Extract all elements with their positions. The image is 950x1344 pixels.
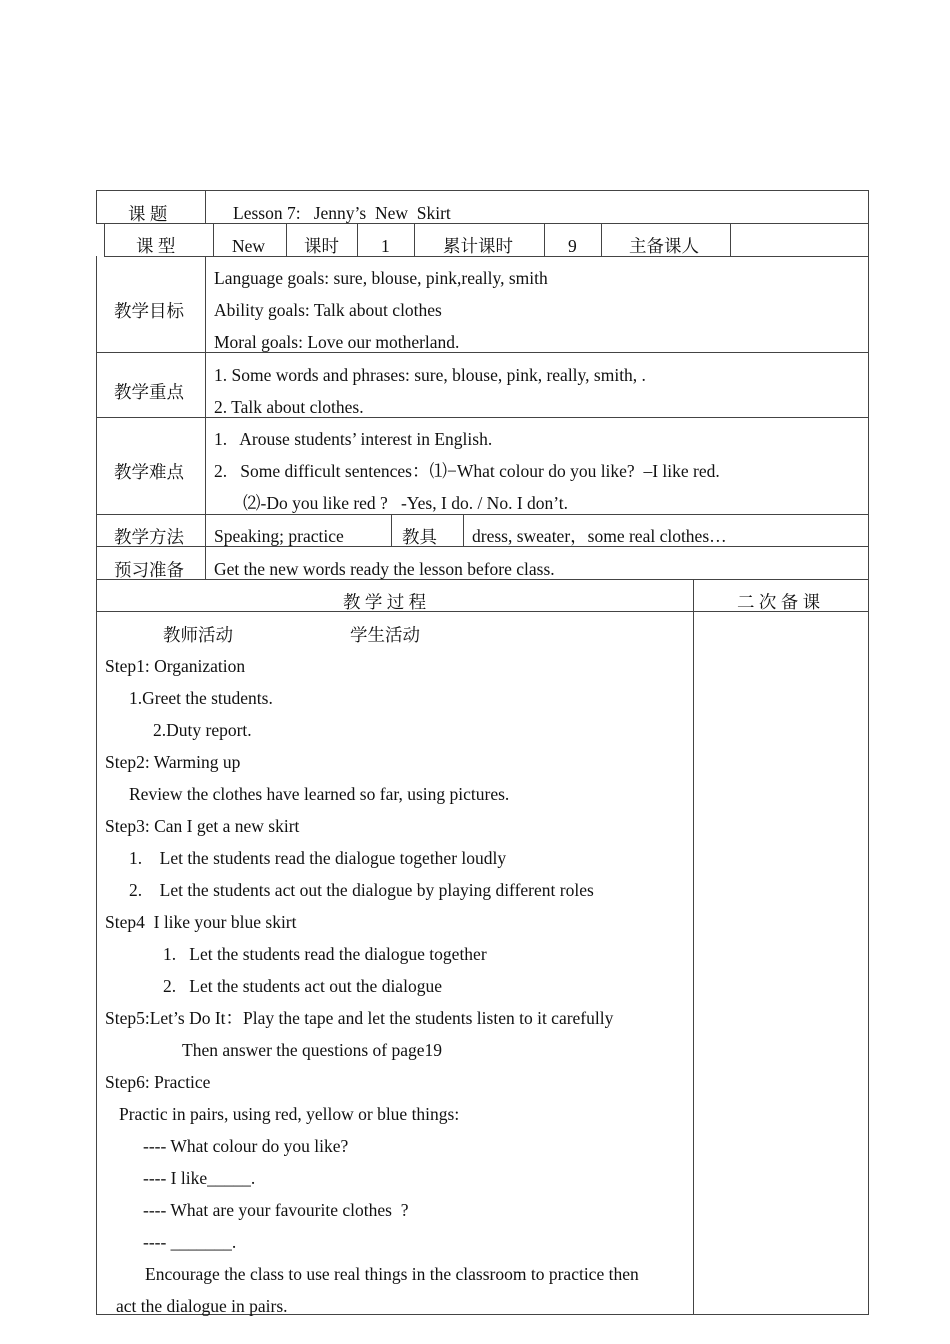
table-border: [96, 223, 869, 224]
dialogue-line: ---- What are your favourite clothes ?: [143, 1200, 409, 1220]
process-line: act the dialogue in pairs.: [116, 1296, 288, 1316]
dialogue-line: ---- What colour do you like?: [143, 1136, 349, 1156]
table-border: [104, 223, 105, 256]
table-border: [213, 223, 214, 256]
preview-value: Get the new words ready the lesson before class.: [214, 559, 555, 579]
table-border: [96, 514, 869, 515]
key-points-label: 教学重点: [114, 382, 184, 402]
period-label: 课时: [304, 236, 339, 256]
table-border: [286, 223, 287, 256]
type-label: 课 型: [136, 236, 176, 256]
dialogue-line: ---- _______.: [143, 1232, 237, 1252]
key-point-line: 1. Some words and phrases: sure, blouse, pink, really, smith, .: [214, 365, 646, 385]
process-step: Step6: Practice: [105, 1072, 211, 1092]
teacher-activity-label: 教师活动: [163, 625, 233, 645]
key-point-line: 2. Talk about clothes.: [214, 397, 364, 417]
process-line: 2. Let the students act out the dialogue by playing different roles: [129, 880, 594, 900]
table-border: [601, 223, 602, 256]
process-line: 2.Duty report.: [153, 720, 252, 740]
process-line: 1. Let the students read the dialogue together loudly: [129, 848, 507, 868]
table-border: [693, 579, 694, 1315]
preparer-label: 主备课人: [629, 236, 699, 256]
process-line: Encourage the class to use real things in the classroom to practice then: [145, 1264, 639, 1284]
table-border: [730, 223, 731, 256]
process-step: Step5:Let’s Do It：Play the tape and let the students listen to it carefully: [105, 1008, 614, 1028]
process-line: 1. Let the students read the dialogue together: [163, 944, 487, 964]
process-step: Step3: Can I get a new skirt: [105, 816, 300, 836]
topic-value: Lesson 7: Jenny’s New Skirt: [233, 203, 451, 223]
process-line: 1.Greet the students.: [129, 688, 273, 708]
objective-line: Language goals: sure, blouse, pink,really, smith: [214, 268, 548, 288]
teaching-aids-label: 教具: [402, 527, 437, 547]
table-border: [391, 514, 392, 546]
objective-line: Moral goals: Love our motherland.: [214, 332, 460, 352]
process-line: 2. Let the students act out the dialogue: [163, 976, 442, 996]
process-step: Step2: Warming up: [105, 752, 241, 772]
table-border: [96, 352, 869, 353]
process-line: Then answer the questions of page19: [182, 1040, 442, 1060]
topic-label: 课 题: [128, 204, 168, 224]
methods-label: 教学方法: [114, 527, 184, 547]
difficulty-line: 1. Arouse students’ interest in English.: [214, 429, 493, 449]
table-border: [868, 190, 869, 1315]
type-value: New: [232, 236, 266, 256]
difficulty-line: 2. Some difficult sentences：⑴−What colour do you like? –I like red.: [214, 461, 720, 481]
process-title: 教 学 过 程: [343, 592, 427, 612]
teaching-aids-value: dress, sweater，some real clothes…: [472, 526, 727, 546]
cumulative-label: 累计课时: [443, 236, 513, 256]
process-step: Step1: Organization: [105, 656, 246, 676]
table-border: [205, 256, 206, 579]
table-border: [357, 223, 358, 256]
difficulties-label: 教学难点: [114, 462, 184, 482]
table-border: [104, 256, 869, 257]
process-line: Practic in pairs, using red, yellow or blue things:: [119, 1104, 460, 1124]
table-border: [463, 514, 464, 546]
dialogue-line: ---- I like_____.: [143, 1168, 256, 1188]
objective-line: Ability goals: Talk about clothes: [214, 300, 442, 320]
student-activity-label: 学生活动: [350, 625, 420, 645]
table-border: [96, 546, 869, 547]
table-border: [96, 579, 869, 580]
cumulative-value: 9: [568, 236, 577, 256]
table-border: [96, 190, 869, 191]
process-step: Step4 I like your blue skirt: [105, 912, 297, 932]
second-prep-title: 二 次 备 课: [737, 592, 821, 612]
table-border: [544, 223, 545, 256]
table-border: [96, 256, 97, 1315]
table-border: [96, 190, 97, 223]
table-border: [414, 223, 415, 256]
table-border: [205, 190, 206, 223]
period-value: 1: [381, 236, 390, 256]
table-border: [96, 417, 869, 418]
process-line: Review the clothes have learned so far, using pictures.: [129, 784, 510, 804]
preview-label: 预习准备: [114, 560, 184, 580]
methods-value: Speaking; practice: [214, 526, 344, 546]
difficulty-line: ⑵-Do you like red ? -Yes, I do. / No. I don’t.: [243, 493, 569, 513]
objectives-label: 教学目标: [114, 301, 184, 321]
